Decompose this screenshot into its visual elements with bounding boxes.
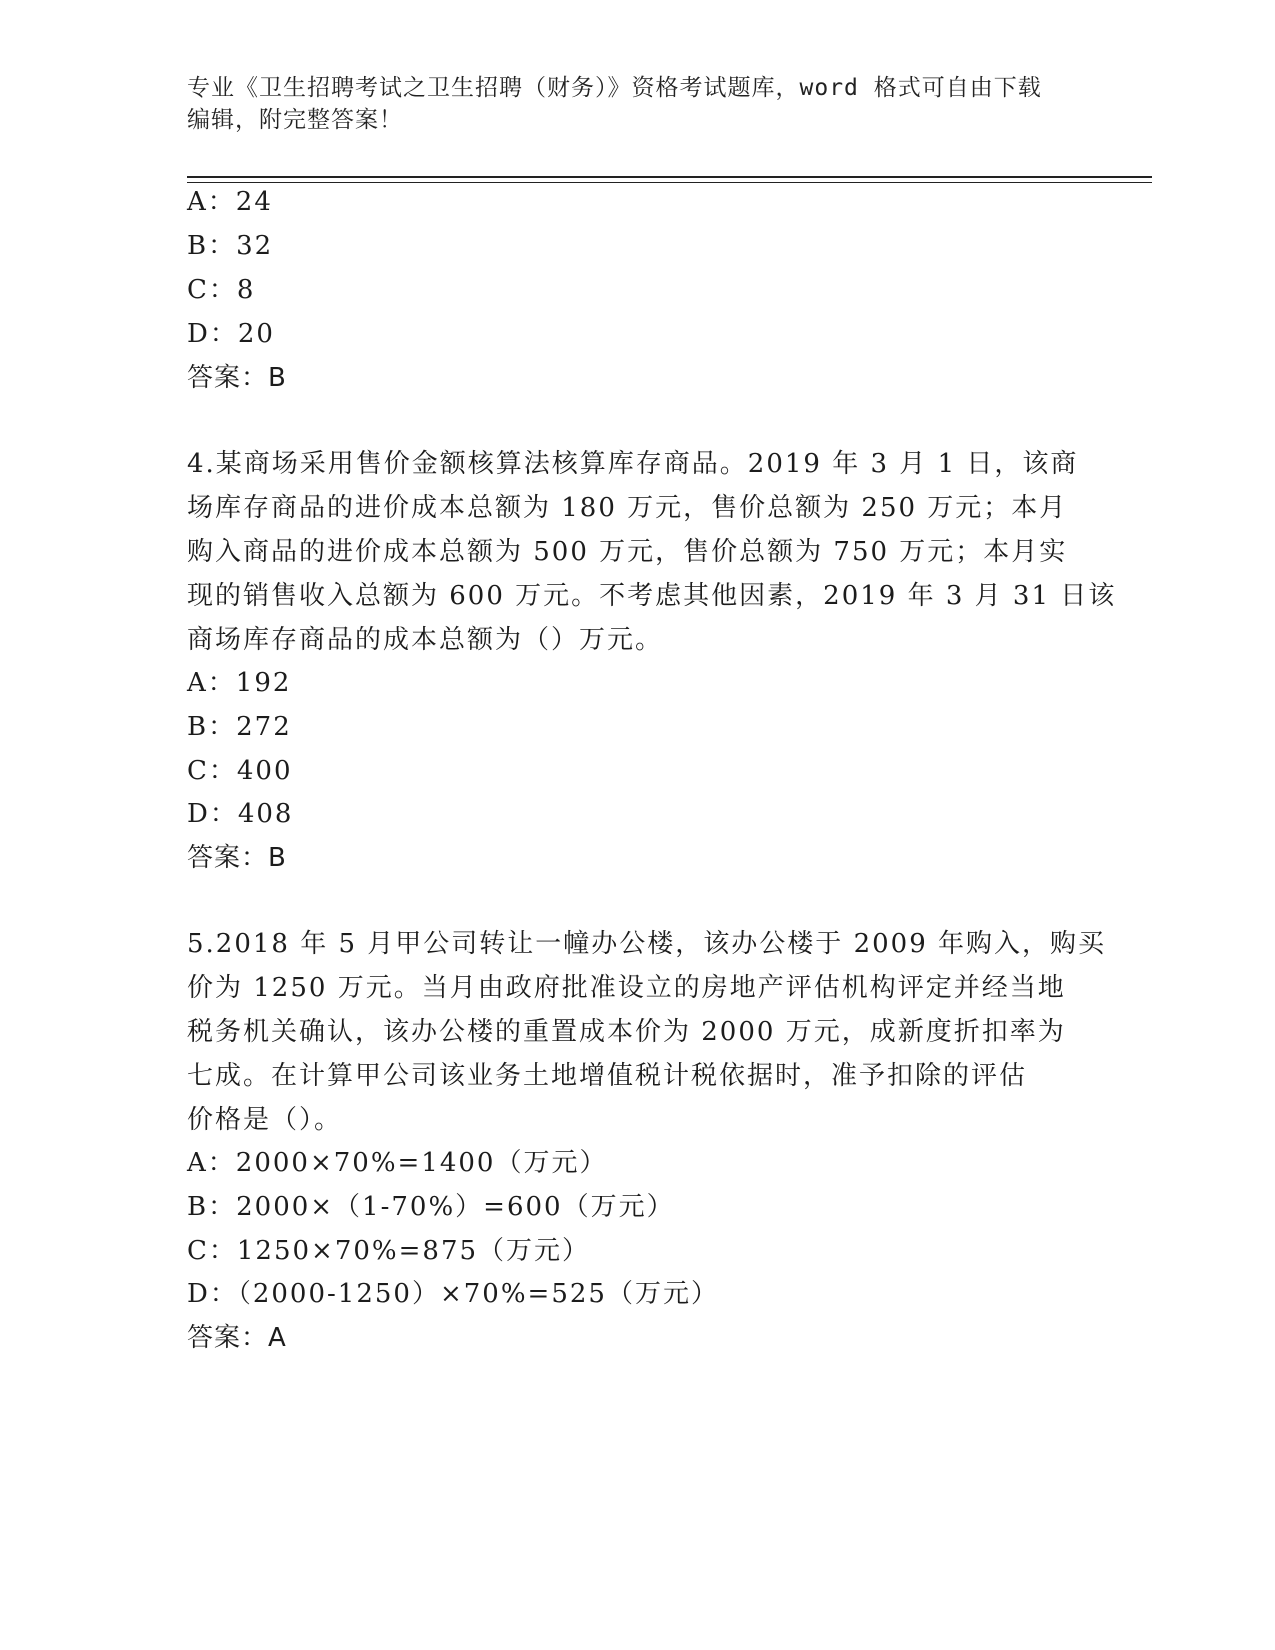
- q5-option-d: D：（2000-1250）×70%=525（万元）: [187, 1279, 719, 1309]
- q4-text-line-5: 商场库存商品的成本总额为（）万元。: [187, 625, 664, 655]
- q4-option-d: D：408: [187, 799, 294, 829]
- q5-answer: 答案：A: [187, 1323, 287, 1353]
- q4-text-line-4: 现的销售收入总额为 600 万元。不考虑其他因素，2019 年 3 月 31 日该: [187, 581, 1117, 611]
- q3-option-d: D：20: [187, 319, 275, 349]
- q5-text-line-3: 税务机关确认，该办公楼的重置成本价为 2000 万元，成新度折扣率为: [187, 1017, 1066, 1047]
- q4-text-line-3: 购入商品的进价成本总额为 500 万元，售价总额为 750 万元；本月实: [187, 537, 1068, 567]
- q5-text-line-2: 价为 1250 万元。当月由政府批准设立的房地产评估机构评定并经当地: [187, 973, 1066, 1003]
- header-divider-thin: [187, 182, 1152, 183]
- q3-option-a: A：24: [187, 187, 273, 217]
- header-divider-thick: [187, 176, 1152, 178]
- q4-text-line-1: 4.某商场采用售价金额核算法核算库存商品。2019 年 3 月 1 日，该商: [187, 449, 1079, 479]
- q3-option-b: B：32: [187, 231, 274, 261]
- header-line-2: 编辑，附完整答案！: [187, 107, 403, 133]
- q5-option-b: B：2000×（1-70%）=600（万元）: [187, 1192, 675, 1222]
- q5-text-line-5: 价格是（）。: [187, 1105, 343, 1135]
- q5-option-c: C：1250×70%=875（万元）: [187, 1236, 591, 1266]
- q5-text-line-4: 七成。在计算甲公司该业务土地增值税计税依据时，准予扣除的评估: [187, 1061, 1028, 1091]
- q4-option-a: A：192: [187, 668, 292, 698]
- q3-option-c: C：8: [187, 275, 256, 305]
- q3-answer: 答案：B: [187, 363, 287, 393]
- q4-option-c: C：400: [187, 756, 293, 786]
- q4-text-line-2: 场库存商品的进价成本总额为 180 万元，售价总额为 250 万元；本月: [187, 493, 1068, 523]
- q5-text-line-1: 5.2018 年 5 月甲公司转让一幢办公楼，该办公楼于 2009 年购入，购买: [187, 929, 1107, 959]
- header-line-1: 专业《卫生招聘考试之卫生招聘（财务）》资格考试题库，word 格式可自由下载: [187, 75, 1042, 101]
- q4-option-b: B：272: [187, 712, 292, 742]
- q4-answer: 答案：B: [187, 843, 287, 873]
- q5-option-a: A：2000×70%=1400（万元）: [187, 1148, 608, 1178]
- document-header: [187, 72, 1067, 136]
